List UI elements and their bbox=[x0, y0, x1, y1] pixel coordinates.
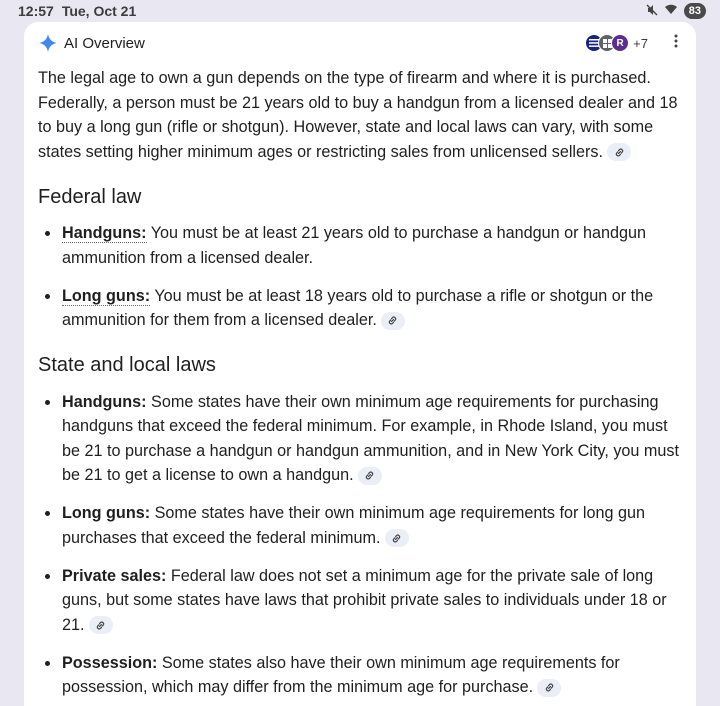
item-text: You must be at least 18 years old to purchase a rifle or shotgun or the ammunition for them from a licensed dealer. bbox=[62, 286, 654, 329]
term-long-guns[interactable]: Long guns: bbox=[62, 286, 151, 305]
overview-summary bbox=[38, 66, 682, 164]
term-private-sales: Private sales: bbox=[62, 566, 167, 585]
item-text: Some states have their own minimum age requirements for long gun purchases that exceed the federal minimum. bbox=[62, 504, 645, 547]
ai-overview-card bbox=[24, 22, 696, 706]
battery-badge: 83 bbox=[684, 3, 706, 19]
state-local-list bbox=[38, 390, 682, 700]
source-avatars[interactable] bbox=[585, 34, 648, 52]
item-text: Some states also have their own minimum age requirements for possession, which may differ from the minimum age for purchase. bbox=[62, 653, 620, 696]
link-icon[interactable] bbox=[358, 467, 382, 485]
term-possession: Possession: bbox=[62, 653, 158, 672]
summary-text: The legal age to own a gun depends on the type of firearm and where it is purchased. Federally, a person must be 21 years old to buy a handgun from a licensed dealer and 18 to buy a long gun (rifle or shotgun). However, state and local laws can vary, with some states setting higher minimum ages or restricting sales from unlicensed sellers. bbox=[38, 69, 678, 161]
overview-title: AI Overview bbox=[64, 34, 145, 52]
term-handguns[interactable]: Handguns: bbox=[62, 224, 147, 242]
more-sources-count[interactable]: +7 bbox=[633, 35, 648, 51]
status-bar bbox=[0, 0, 720, 22]
wifi-icon bbox=[664, 4, 678, 18]
status-time: 12:57 bbox=[18, 3, 54, 19]
term-long-guns: Long guns: bbox=[62, 504, 151, 522]
term-handguns: Handguns: bbox=[62, 392, 147, 411]
item-text: Federal law does not set a minimum age for the private sale of long guns, but some states have laws that prohibit private sales to individuals under 18 or 21. bbox=[62, 566, 667, 634]
link-icon[interactable] bbox=[381, 312, 405, 330]
list-item bbox=[38, 284, 682, 333]
item-text: Some states have their own minimum age requirements for purchasing handguns that exceed the federal minimum. For example, in Rhode Island, you must be 21 to purchase a handgun or handgun ammunition, and in New York City, you must be 21 to get a license to own a handgun. bbox=[62, 392, 680, 484]
link-icon[interactable] bbox=[607, 143, 631, 161]
list-item bbox=[38, 221, 682, 270]
federal-law-heading: Federal law bbox=[38, 186, 142, 208]
list-item bbox=[38, 390, 682, 488]
status-icons bbox=[646, 3, 706, 19]
link-icon[interactable] bbox=[89, 616, 113, 634]
status-date: Tue, Oct 21 bbox=[61, 3, 137, 19]
link-icon[interactable] bbox=[537, 679, 561, 697]
sparkle-icon bbox=[38, 33, 58, 53]
federal-law-list bbox=[38, 221, 682, 333]
link-icon[interactable] bbox=[385, 529, 409, 547]
list-item bbox=[38, 651, 682, 700]
list-item bbox=[38, 501, 682, 550]
mute-icon bbox=[646, 4, 658, 19]
overview-header bbox=[38, 22, 682, 64]
item-text: You must be at least 21 years old to purchase a handgun or handgun ammunition from a licensed dealer. bbox=[62, 224, 647, 267]
state-local-heading: State and local laws bbox=[38, 353, 216, 376]
list-item bbox=[38, 564, 682, 638]
more-options-icon[interactable] bbox=[670, 34, 682, 52]
source-badge-r[interactable]: R bbox=[611, 34, 629, 52]
